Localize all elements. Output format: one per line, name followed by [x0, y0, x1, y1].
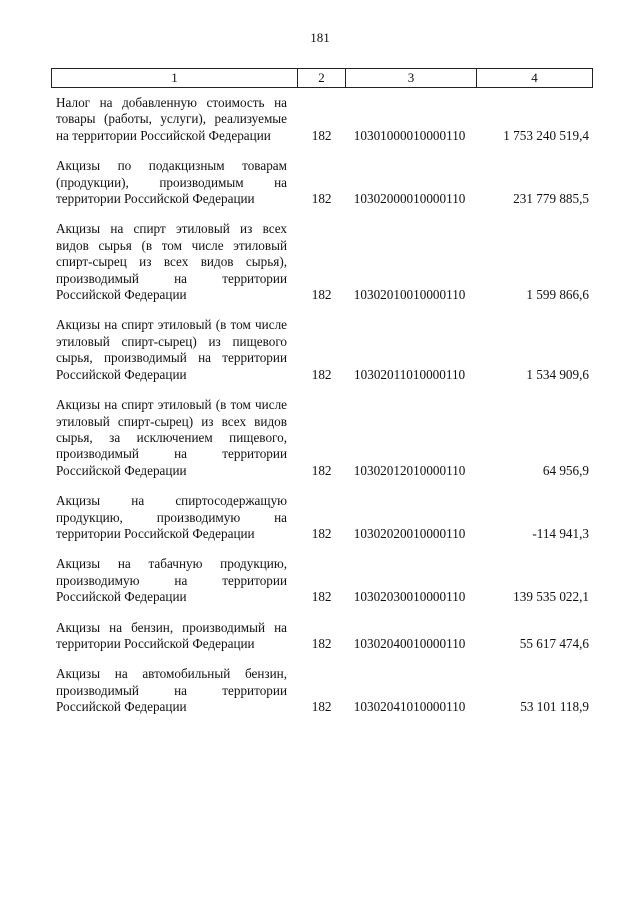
header-cell-name: 1	[52, 69, 298, 87]
row-budget-code: 10302040010000110	[353, 635, 466, 651]
row-name: Акцизы на спирт этиловый (в том числе этиловый спирт-сырец) из пищевого сырья, производимый на территории Российской Федерации	[56, 317, 288, 382]
row-amount: 53 101 118,9	[520, 699, 589, 715]
row-budget-code: 10302020010000110	[353, 525, 466, 541]
header-cell-code: 3	[346, 69, 477, 87]
row-name: Акцизы на табачную продукцию, производимую на территории Российской Федерации	[56, 556, 288, 605]
row-admin-code: 182	[311, 699, 332, 715]
table-row	[51, 556, 593, 605]
row-amount: 231 779 885,5	[513, 191, 589, 207]
header-cell-admin: 2	[298, 69, 346, 87]
row-name: Налог на добавленную стоимость на товары (работы, услуги), реализуемые на территории Российской Федерации	[56, 95, 288, 143]
table-header	[51, 68, 593, 88]
row-amount: 139 535 022,1	[513, 589, 589, 605]
row-admin-code: 182	[311, 635, 332, 651]
row-name: Акцизы на спирт этиловый из всех видов сырья (в том числе этиловый спирт-сырец из всех видов сырья), производимый на территории Российской Федерации	[56, 221, 288, 303]
row-amount: 1 534 909,6	[526, 366, 589, 382]
row-amount: 1 753 240 519,4	[503, 127, 589, 143]
row-amount: 55 617 474,6	[519, 635, 589, 651]
row-budget-code: 10302000010000110	[353, 191, 466, 207]
table-row	[51, 493, 593, 542]
row-budget-code: 10301000010000110	[353, 127, 466, 143]
table-body	[51, 95, 593, 730]
row-amount: -114 941,3	[532, 525, 589, 541]
row-admin-code: 182	[311, 589, 332, 605]
row-amount: 64 956,9	[542, 462, 589, 478]
table-row	[51, 221, 593, 303]
row-budget-code: 10302010010000110	[353, 287, 466, 303]
row-name: Акцизы на бензин, производимый на территории Российской Федерации	[56, 619, 288, 651]
row-budget-code: 10302030010000110	[353, 589, 466, 605]
row-budget-code: 10302041010000110	[353, 699, 466, 715]
row-budget-code: 10302012010000110	[353, 462, 466, 478]
table-row	[51, 95, 593, 144]
header-cell-amount: 4	[531, 70, 538, 85]
row-name: Акцизы на спирт этиловый (в том числе этиловый спирт-сырец) из всех видов сырья, за исключением пищевого, производимый на территории Российской Федерации	[56, 397, 288, 478]
row-budget-code: 10302011010000110	[354, 366, 466, 382]
table-row	[51, 158, 593, 207]
table-row	[51, 317, 593, 383]
row-name: Акцизы по подакцизным товарам (продукции), производимым на территории Российской Федерации	[56, 158, 288, 207]
page-number: 181	[310, 30, 330, 45]
table-row	[51, 620, 593, 653]
table-row	[51, 666, 593, 715]
table-row	[51, 397, 593, 479]
row-admin-code: 182	[311, 366, 332, 382]
row-admin-code: 182	[311, 462, 332, 478]
row-admin-code: 182	[311, 525, 332, 541]
row-admin-code: 182	[311, 127, 332, 143]
row-amount: 1 599 866,6	[526, 287, 589, 303]
row-admin-code: 182	[311, 287, 332, 303]
row-name: Акцизы на спиртосодержащую продукцию, производимую на территории Российской Федерации	[56, 493, 288, 541]
row-admin-code: 182	[311, 191, 332, 207]
row-name: Акцизы на автомобильный бензин, производимый на территории Российской Федерации	[56, 666, 288, 715]
